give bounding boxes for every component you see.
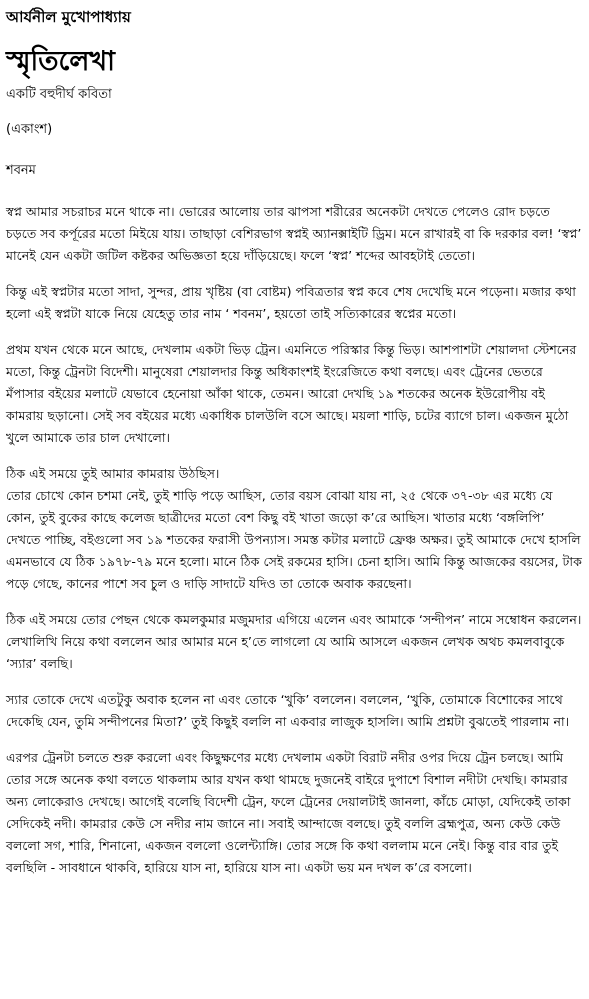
paragraph-6: স্যার তোকে দেখে এতটুকু অবাক হলেন না এবং তোকে ‘খুকি’ বললেন। বললেন, ‘খুকি, তোমাকে বিশোকের সাথে দেকেছি যেন, তুমি সন্দীপনের মিতা?’ তুই কিছুই বললি না একবার লাজুক হাসলি। আমি প্রশ্নটা বুঝতেই পারলাম না।: [6, 691, 570, 729]
poem-title: স্মৃতিলেখা: [6, 46, 115, 77]
fragment-note: (একাংশ): [6, 121, 53, 137]
poem-subtitle: একটি বহুদীর্ঘ কবিতা: [6, 86, 112, 102]
author-name: আর্যনীল মুখোপাধ্যায়: [6, 8, 131, 26]
paragraph-7: এরপর ট্রেনটা চলতে শুরু করলো এবং কিছুক্ষণের মধ্যে দেখলাম একটা বিরাট নদীর ওপর দিয়ে ট্রেন চলছে। আমি তোর সঙ্গে অনেক কথা বলতে থাকলাম আর যখন কথা থামছে দুজনেই বাইরে দুপাশে বিশাল নদীটা দেখছি। কামরার অন্য লোকেরাও দেখছে। আগেই বলেছি বিদেশী ট্রেন, ফলে ট্রেনের দেয়ালটাই জানলা, কাঁচে মোড়া, যেদিকেই তাকা সেদিকেই নদী। কামরার কেউ সে নদীর নাম জানে না। সবাই আন্দাজে বলছে। তুই বললি ব্রহ্মপুত্র, অন্য কেউ কেউ বললো সগ, শারি, শিনানো, একজন বললো ওলেন্ট্যাঙ্গি। তোর সঙ্গে কি কথা বললাম মনে নেই। কিন্তু বার বার তুই বলছিলি - সাবধানে থাকবি, হারিয়ে যাস না, হারিয়ে যাস না। একটা ভয় মন দখল ক’রে বসলো।: [6, 749, 571, 875]
paragraph-5: ঠিক এই সময়ে তোর পেছন থেকে কমলকুমার মজুমদার এগিয়ে এলেন এবং আমাকে ‘সন্দীপন’ নামে সম্বোধন করলেন। লেখালিখি নিয়ে কথা বললেন আর আমার মনে হ’তে লাগলো যে আমি আসলে একজন লেখক অথচ কমলবাবুকে ‘স্যার’ বলছি।: [6, 611, 582, 671]
paragraph-1: স্বপ্ন আমার সচরাচর মনে থাকে না। ভোরের আলোয় তার ঝাপসা শরীরের অনেকটা দেখতে পেলেও রোদ চড়তে চড়তে সব কর্পূরের মতো মিইয়ে যায়। তাছাড়া বেশিরভাগ স্বপ্নই অ্যানক্সাইটি ড্রিম। মনে রাখারই বা কি দরকার বল! ‘স্বপ্ন’ মানেই যেন একটা জটিল কষ্টকর অভিজ্ঞতা হয়ে দাঁড়িয়েছে। ফলে ‘স্বপ্ন’ শব্দের আবহটাই তেতো।: [6, 203, 582, 263]
paragraph-4: ঠিক এই সময়ে তুই আমার কামরায় উঠছিস। তোর চোখে কোন চশমা নেই, তুই শাড়ি পড়ে আছিস, তোর বয়স বোঝা যায় না, ২৫ থেকে ৩৭-৩৮ এর মধ্যে যে কোন, তুই বুকের কাছে কলেজ ছাত্রীদের মতো বেশ কিছু বই খাতা জড়ো ক’রে আছিস। খাতার মধ্যে ‘বঙ্গলিপি’ দেখতে পাচ্ছি, বইগুলো সব ১৯ শতকের ফরাসী উপন্যাস। সমস্ত কটার মলাটে ফ্রেঞ্চ অক্ষর। তুই আমাকে দেখে হাসলি এমনভাবে যে ঠিক ১৯৭৮-৭৯ মনে হলো। মানে ঠিক সেই রকমের হাসি। চেনা হাসি। আমি কিন্তু আজকের বয়সের, টাক পড়ে গেছে, কানের পাশে সব চুল ও দাড়ি সাদাটে যদিও তা তোকে অবাক করছেনা।: [6, 465, 582, 591]
paragraph-2: কিন্তু এই স্বপ্নটার মতো সাদা, সুন্দর, প্রায় খৃষ্টিয় (বা বোষ্টম) পবিত্রতার স্বপ্ন কবে শেষ দেখেছি মনে পড়েনা। মজার কথা হলো এই স্বপ্নটা যাকে নিয়ে যেহেতু তার নাম ‘ শবনম’, হয়তো তাই সত্যিকারের স্বপ্নের মতো।: [6, 283, 576, 321]
paragraph-3: প্রথম যখন থেকে মনে আছে, দেখলাম একটা ভিড় ট্রেন। এমনিতে পরিস্কার কিন্তু ভিড়। আশপাশটা শেয়ালদা স্টেশনের মতো, কিন্তু ট্রেনটা বিদেশী। মানুষেরা শেয়ালদার কিন্তু অধিকাংশই ইংরেজিতে কথা বলছে। এবং ট্রেনের ভেতরে মঁপাসার বইয়ের মলাটে যেভাবে হেনোয়া আঁকা থাকে, তেমন। আরো দেখছি ১৯ শতকের অনেক ইউরোপীয় বই কামরায় ছড়ানো। সেই সব বইয়ের মধ্যে একাধিক চালউলি বসে আছে। ময়লা শাড়ি, চটের ব্যাগে চাল। একজন মুঠো খুলে আমাকে তার চাল দেখালো।: [6, 341, 577, 445]
section-heading: শবনম: [6, 162, 36, 178]
